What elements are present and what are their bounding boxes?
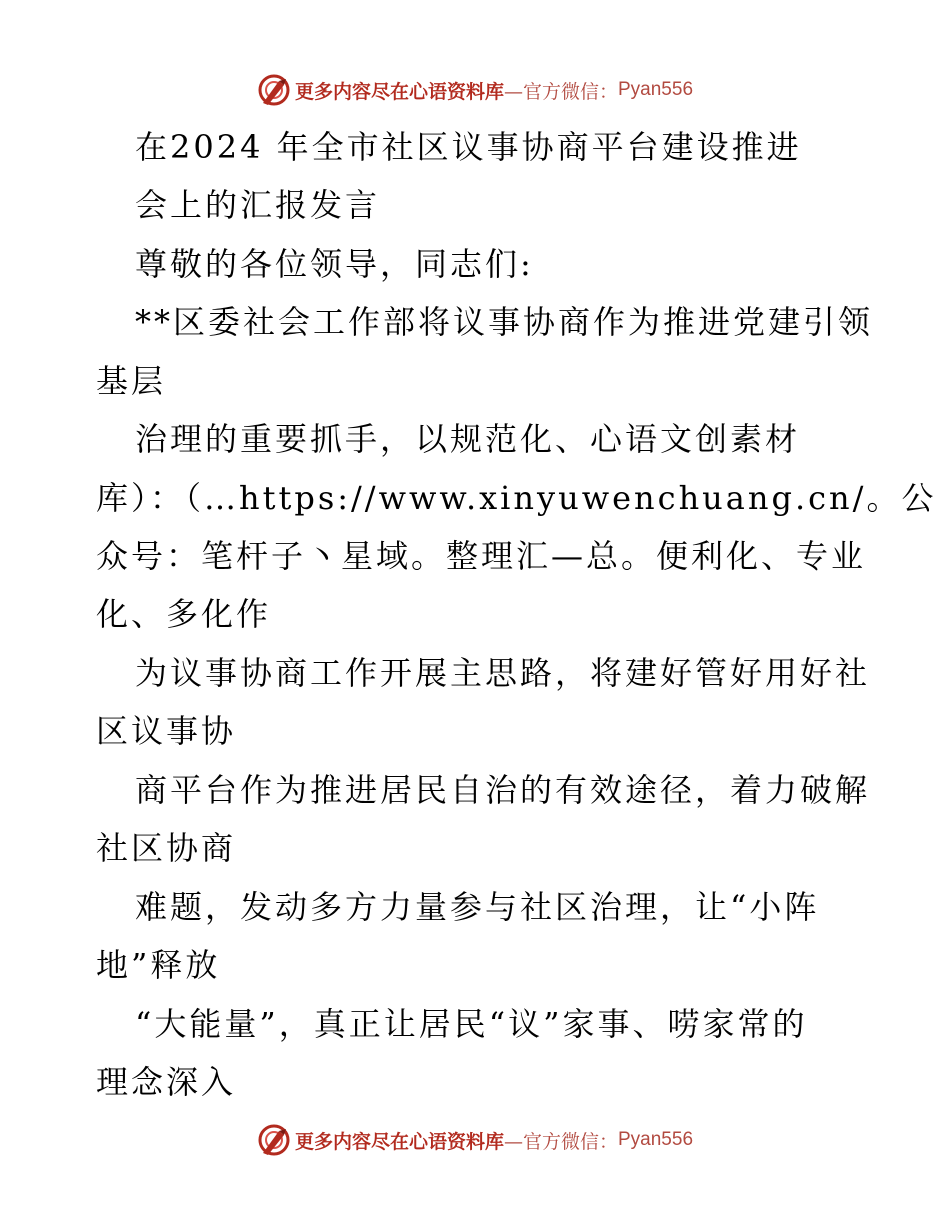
paragraph-line: 难题，发动多方力量参与社区治理，让“小阵	[135, 888, 820, 926]
paragraph-line: 商平台作为推进居民自治的有效途径，着力破解	[135, 771, 871, 809]
pen-logo-icon	[257, 1123, 291, 1157]
footer-banner	[0, 1120, 950, 1160]
paragraph-line: 理念深入	[96, 1063, 237, 1101]
banner-wechat-id: Pyan556	[618, 79, 694, 100]
paragraph-line: 区议事协	[96, 712, 237, 750]
banner-main-text: 更多内容尽在心语资料库	[294, 1130, 504, 1153]
paragraph-line: 社区协商	[96, 829, 237, 867]
banner-wechat-id: Pyan556	[618, 1129, 694, 1150]
title-line-1: 在2024 年全市社区议事协商平台建设推进	[135, 128, 802, 166]
paragraph-line: 众号：笔杆子丶星域。整理汇—总。便利化、专业	[96, 537, 867, 575]
paragraph-line: 地”释放	[96, 946, 221, 984]
paragraph-line: 化、多化作	[96, 595, 272, 633]
paragraph-line: **区委社会工作部将议事协商作为推进党建引领	[135, 303, 874, 341]
banner-main-text: 更多内容尽在心语资料库	[294, 80, 504, 103]
banner-sub-text: —官方微信：	[503, 80, 618, 103]
paragraph-line: 基层	[96, 362, 167, 400]
paragraph-line: 库）：（…https://www.xinyuwenchuang.cn/。公	[96, 479, 937, 517]
paragraph-line: “大能量”，真正让居民“议”家事、唠家常的	[135, 1005, 808, 1043]
paragraph-line: 为议事协商工作开展主思路，将建好管好用好社	[135, 654, 871, 692]
paragraph-line: 治理的重要抓手，以规范化、心语文创素材	[135, 420, 801, 458]
title-line-2: 会上的汇报发言	[135, 186, 381, 224]
banner-sub-text: —官方微信：	[503, 1130, 618, 1153]
salutation-line: 尊敬的各位领导，同志们:	[135, 245, 534, 283]
